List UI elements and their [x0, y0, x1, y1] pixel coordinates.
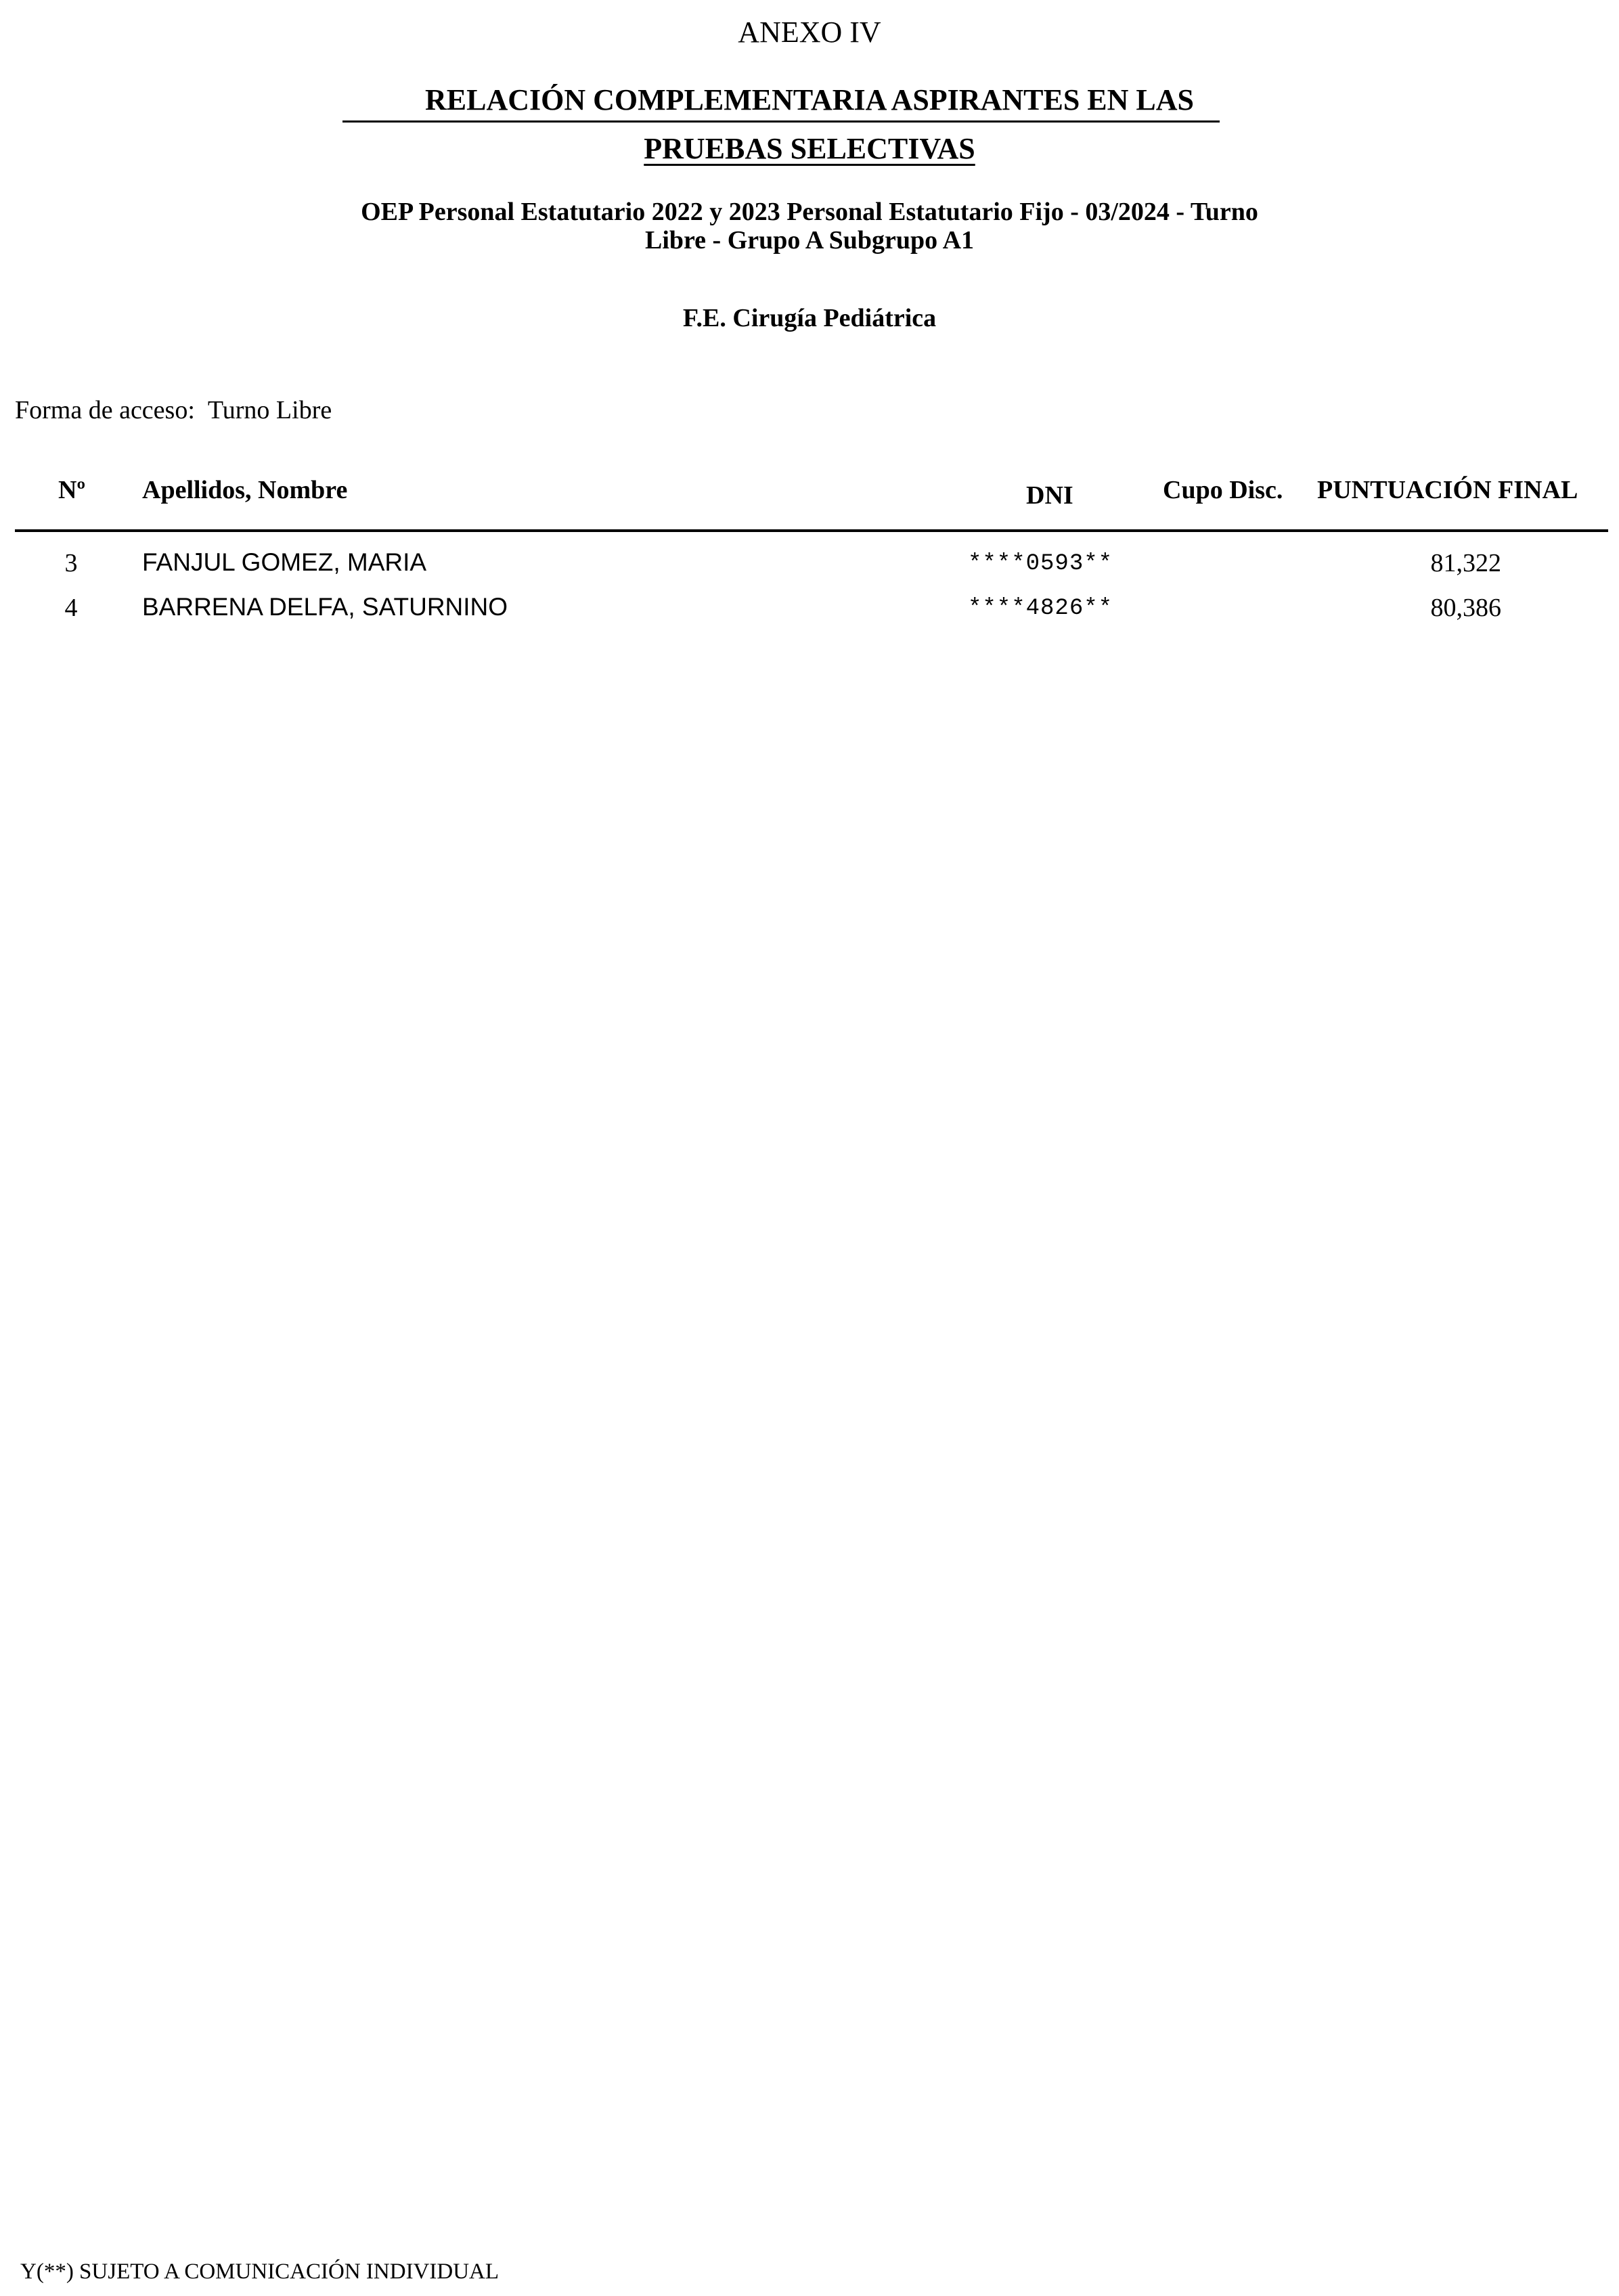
annex-label: ANEXO IV: [738, 16, 881, 49]
column-header-cupo: Cupo Disc.: [1163, 476, 1283, 504]
table-row: [0, 548, 1619, 589]
row-number: 3: [64, 549, 78, 577]
column-header-dni: DNI: [1026, 481, 1073, 510]
row-score: 80,386: [1430, 594, 1501, 622]
access-label: Forma de acceso:: [15, 396, 195, 424]
row-dni: ****4826**: [968, 596, 1113, 621]
access-form: [15, 395, 332, 425]
specialty-heading: F.E. Cirugía Pediátrica: [682, 304, 937, 332]
subtitle-line2: Libre - Grupo A Subgrupo A1: [644, 226, 975, 255]
column-header-score: PUNTUACIÓN FINAL: [1317, 476, 1578, 504]
table-header-divider: [15, 529, 1608, 532]
table-row: [0, 593, 1619, 634]
column-header-number: Nº: [58, 476, 85, 504]
row-name: FANJUL GOMEZ, MARIA: [142, 548, 427, 576]
row-number: 4: [64, 594, 78, 622]
document-subtitle: [0, 198, 1619, 255]
row-dni: ****0593**: [968, 551, 1113, 577]
document-title-line2-text: PRUEBAS SELECTIVAS: [644, 132, 975, 165]
column-header-name: Apellidos, Nombre: [142, 476, 348, 504]
document-title-line1: RELACIÓN COMPLEMENTARIA ASPIRANTES EN LAS: [424, 83, 1195, 116]
access-value: Turno Libre: [207, 396, 332, 424]
row-name: BARRENA DELFA, SATURNINO: [142, 593, 508, 621]
document-title-line2: [0, 131, 1619, 166]
subtitle-line1: OEP Personal Estatutario 2022 y 2023 Personal Estatutario Fijo - 03/2024 - Turno: [361, 198, 1258, 226]
row-score: 81,322: [1430, 549, 1501, 577]
title-divider: [342, 120, 1220, 123]
footer-note: Y(**) SUJETO A COMUNICACIÓN INDIVIDUAL: [20, 2259, 500, 2284]
